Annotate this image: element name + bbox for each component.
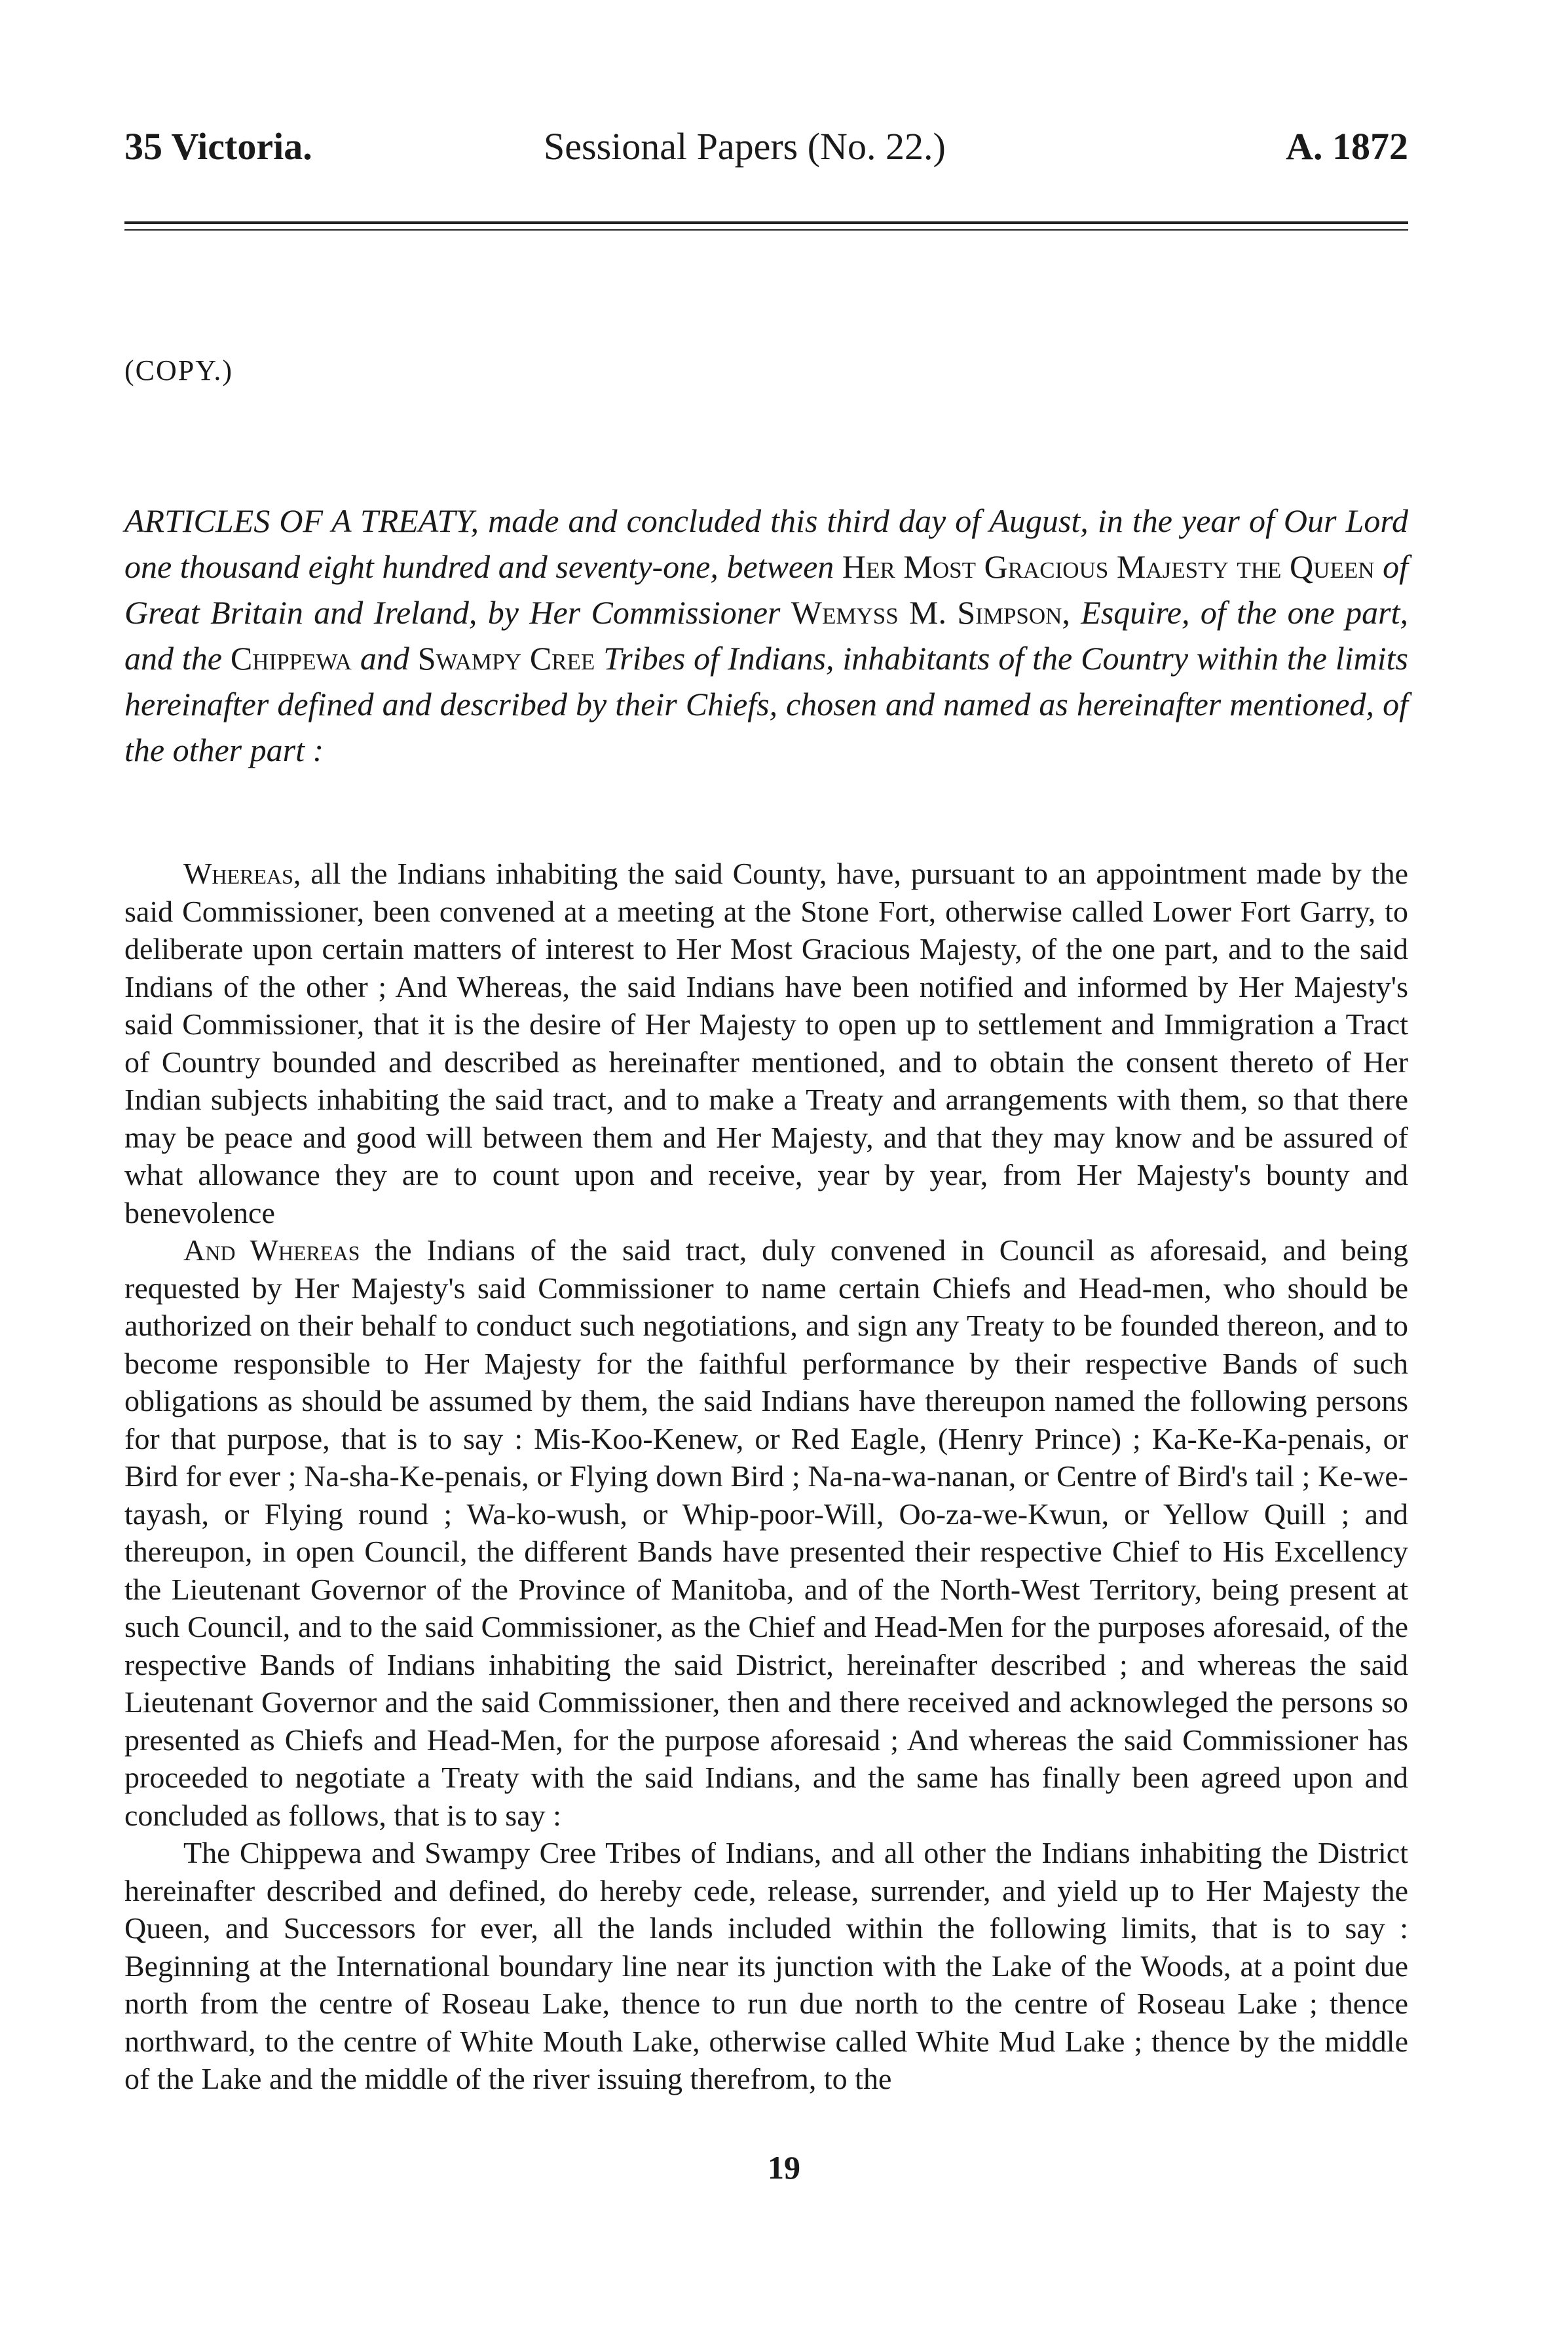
paragraph-cession bbox=[124, 1834, 1408, 2098]
preamble-tribe-chippewa: Chippewa bbox=[230, 640, 352, 677]
header-year: A. 1872 bbox=[1286, 125, 1408, 168]
preamble-tribe-swampy-cree: Swampy Cree bbox=[417, 640, 595, 677]
paragraph-and-whereas bbox=[124, 1231, 1408, 1834]
paragraph-lead: And Whereas bbox=[183, 1233, 360, 1267]
header-volume: 35 Victoria. bbox=[124, 125, 312, 168]
preamble-queen: Her Most Gracious Majesty the Queen bbox=[842, 548, 1375, 585]
preamble-and: and bbox=[351, 640, 418, 677]
paragraph-text: The Chippewa and Swampy Cree Tribes of Indians, and all other the Indians inhabiting the District hereinafter described and defined, do hereby cede, release, surrender, and yield up to Her Majesty the Queen, and Successors for ever, all the lands included within the following limits, that is to say : Beginning at the International boundary line near its junction with the Lake of the Woods, at a point due north from the centre of Roseau Lake, thence to run due north to the centre of Roseau Lake ; thence northward, to the centre of White Mouth Lake, otherwise called White Mud Lake ; thence by the middle of the Lake and the middle of the river issuing therefrom, to the bbox=[124, 1836, 1408, 2095]
preamble-part4: Tribes of Indians, inhabitants of the Country within the limits hereinafter defined and described by their Chiefs, chosen and named as hereinafter mentioned, of the other part : bbox=[124, 640, 1409, 768]
header-rule-thick bbox=[124, 221, 1408, 224]
preamble-part3: Esquire, of the one part, and the bbox=[124, 594, 1408, 677]
treaty-body bbox=[124, 855, 1408, 2098]
page-header bbox=[124, 111, 1408, 190]
paragraph-whereas bbox=[124, 855, 1408, 1231]
paragraph-lead: Whereas, bbox=[183, 857, 301, 890]
paragraph-text: the Indians of the said tract, duly convened in Council as aforesaid, and being requested by Her Majesty's said Commissioner to name certain Chiefs and Head-men, who should be authorized on their behalf to conduct such negotiations, and sign any Treaty to be founded thereon, and to become responsible to Her Majesty for the faithful performance by their respective Bands of such obligations as should be assumed by them, the said Indians have thereupon named the following persons for that purpose, that is to say : Mis-Koo-Kenew, or Red Eagle, (Henry Prince) ; Ka-Ke-Ka-penais, or Bird for ever ; Na-sha-Ke-penais, or Flying down Bird ; Na-na-wa-nanan, or Centre of Bird's tail ; Ke-we-tayash, or Flying round ; Wa-ko-wush, or Whip-poor-Will, Oo-za-we-Kwun, or Yellow Quill ; and thereupon, in open Council, the different Bands have presented their respective Chief to His Excellency the Lieutenant Governor of the Province of Manitoba, and of the North-West Territory, being present at such Council, and to the said Commissioner, as the Chief and Head-Men for the purposes aforesaid, of the respective Bands of Indians inhabiting the said District, hereinafter described ; and whereas the said Lieutenant Governor and the said Commissioner, then and there received and acknowleged the persons so presented as Chiefs and Head-Men, for the purpose aforesaid ; And whereas the said Commissioner has proceeded to negotiate a Treaty with the said Indians, and the same has finally been agreed upon and concluded as follows, that is to say : bbox=[124, 1233, 1408, 1832]
paragraph-text: all the Indians inhabiting the said County, have, pursuant to an appointment made by the said Commissioner, been convened at a meeting at the Stone Fort, otherwise called Lower Fort Garry, to deliberate upon certain matters of interest to Her Most Gracious Majesty, of the one part, and to the said Indians of the other ; And Whereas, the said Indians have been notified and informed by Her Majesty's said Commissioner, that it is the desire of Her Majesty to open up to settlement and Immigration a Tract of Country bounded and described as hereinafter mentioned, and to obtain the consent thereto of Her Indian subjects inhabiting the said tract, and to make a Treaty and arrangements with them, so that there may be peace and good will between them and Her Majesty, and that they may know and be assured of what allowance they are to count upon and receive, year by year, from Her Majesty's bounty and benevolence bbox=[124, 857, 1408, 1229]
header-rule-thin bbox=[124, 229, 1408, 231]
header-title: Sessional Papers (No. 22.) bbox=[544, 125, 946, 168]
page-number: 19 bbox=[768, 2149, 800, 2186]
copy-label: (COPY.) bbox=[124, 354, 234, 386]
preamble-part2: of Great Britain and Ireland, by Her Commissioner bbox=[124, 548, 1408, 631]
preamble-part1: ARTICLES OF A TREATY, made and concluded this third day of August, in the year of Our Lord one thousand eight hundred and seventy-one, between bbox=[124, 502, 1408, 585]
treaty-preamble bbox=[124, 498, 1408, 773]
preamble-commissioner: Wemyss M. Simpson, bbox=[791, 594, 1070, 631]
